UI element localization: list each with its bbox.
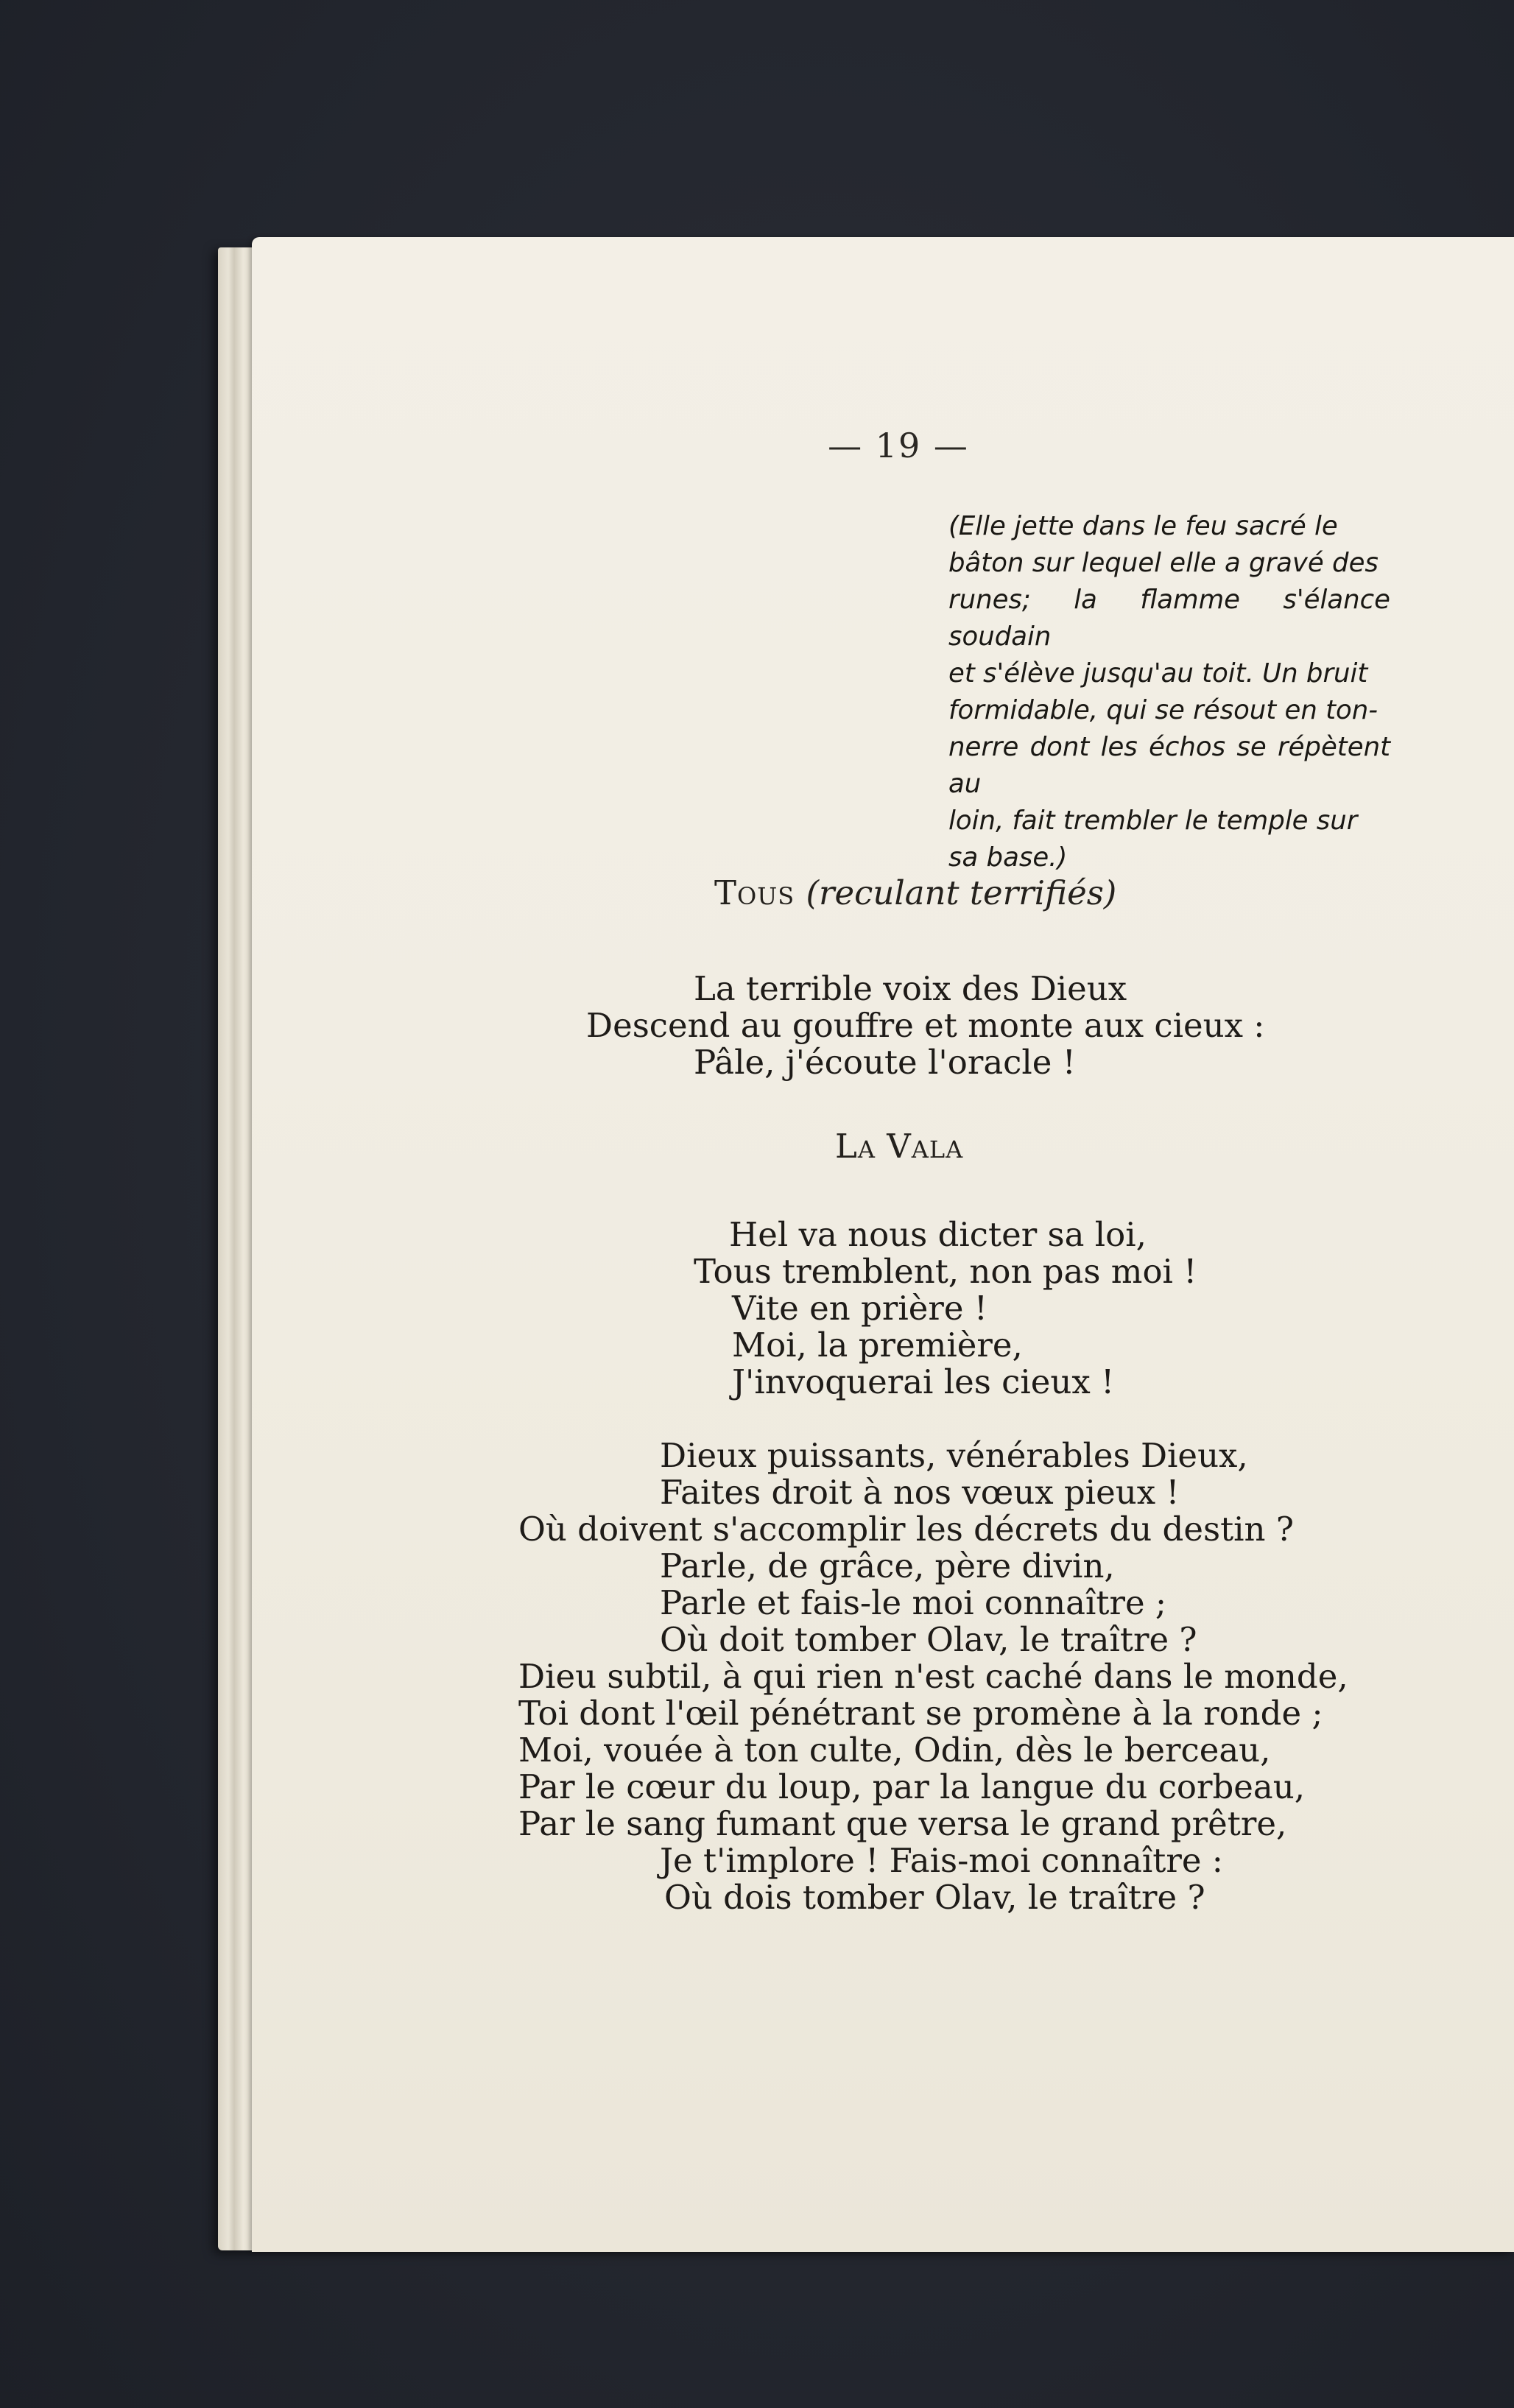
verse-line: Dieux puissants, vénérables Dieux, <box>660 1436 1248 1475</box>
verse-line: Par le cœur du loup, par la langue du corbeau, <box>518 1767 1306 1806</box>
stage-direction-line: runes; la flamme s'élance soudain <box>948 585 1390 652</box>
verse-line: Parle, de grâce, père divin, <box>660 1546 1115 1585</box>
verse-line: Par le sang fumant que versa le grand prêtre, <box>518 1804 1287 1843</box>
page-number: — 19 — <box>828 426 969 465</box>
verse-line: Dieu subtil, à qui rien n'est caché dans le monde, <box>518 1657 1348 1696</box>
stage-direction-line: et s'élève jusqu'au toit. Un bruit <box>948 658 1368 689</box>
verse-line: Faites droit à nos vœux pieux ! <box>660 1473 1180 1512</box>
verse-line: J'invoquerai les cieux ! <box>732 1362 1115 1401</box>
stage-direction-line: (Elle jette dans le feu sacré le <box>948 511 1338 541</box>
stage-direction-line: sa base.) <box>948 842 1068 873</box>
verse-line: Où doit tomber Olav, le traître ? <box>660 1620 1197 1659</box>
verse-line: Toi dont l'œil pénétrant se promène à la ronde ; <box>518 1694 1323 1733</box>
stage-direction-line: nerre dont les échos se répètent au <box>948 732 1390 799</box>
speaker-heading-tous <box>714 873 1116 912</box>
verse-line: Vite en prière ! <box>732 1289 987 1328</box>
verse-line: Où dois tomber Olav, le traître ? <box>664 1878 1205 1917</box>
verse-line: Je t'implore ! Fais-moi connaître : <box>660 1841 1223 1880</box>
verse-line: Tous tremblent, non pas moi ! <box>694 1252 1197 1291</box>
verse-line: Où doivent s'accomplir les décrets du destin ? <box>518 1510 1294 1549</box>
verse-line: Moi, la première, <box>732 1326 1023 1365</box>
speaker-aside: (reculant terrifiés) <box>806 873 1117 912</box>
verse-line: Pâle, j'écoute l'oracle ! <box>694 1043 1076 1082</box>
speaker-name: Tous <box>714 873 795 912</box>
verse-line: Parle et fais-le moi connaître ; <box>660 1583 1167 1622</box>
speaker-name: La Vala <box>835 1127 964 1166</box>
stage-direction <box>948 508 1390 876</box>
verse-line: Moi, vouée à ton culte, Odin, dès le berceau, <box>518 1731 1271 1770</box>
speaker-heading-vala <box>835 1127 963 1166</box>
verse-line: Hel va nous dicter sa loi, <box>729 1215 1147 1254</box>
stage-direction-line: loin, fait trembler le temple sur <box>948 806 1358 836</box>
verse-line: Descend au gouffre et monte aux cieux : <box>586 1006 1265 1045</box>
verse-line: La terrible voix des Dieux <box>694 969 1127 1008</box>
stage-direction-line: formidable, qui se résout en ton- <box>948 695 1379 725</box>
stage-direction-line: bâton sur lequel elle a gravé des <box>948 548 1379 578</box>
